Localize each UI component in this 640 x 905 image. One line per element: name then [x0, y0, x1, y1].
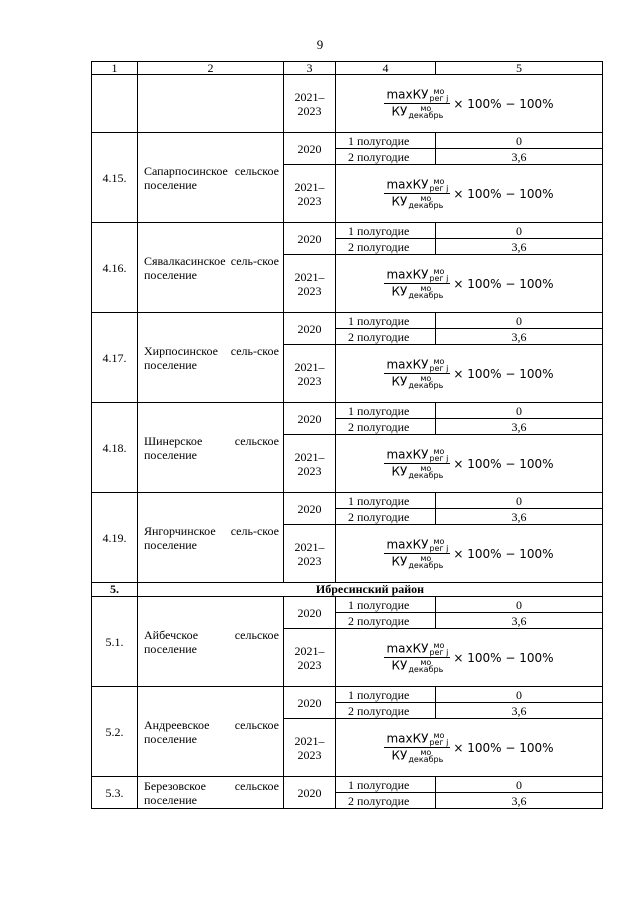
formula: maxКУ мо рег j КУ мо декабрь × 100% − 100% — [386, 267, 554, 301]
period-label: 1 полугодие — [336, 777, 436, 793]
formula-cell — [336, 525, 603, 583]
period-label: 1 полугодие — [336, 687, 436, 703]
settlement-name: Айбечское сельское поселение — [138, 597, 284, 687]
year-range: 2021– 2023 — [284, 719, 336, 777]
row-number: 4.15. — [92, 133, 138, 223]
period-value: 3,6 — [436, 419, 603, 435]
settlement-name: Сявалкасинское сель-ское поселение — [138, 223, 284, 313]
period-label: 2 полугодие — [336, 793, 436, 809]
row-number: 5.3. — [92, 777, 138, 809]
row-number: 4.18. — [92, 403, 138, 493]
table-row — [92, 493, 603, 509]
year: 2020 — [284, 597, 336, 629]
year: 2020 — [284, 223, 336, 255]
year-range: 2021– 2023 — [284, 435, 336, 493]
section-title: Ибресинский район — [138, 583, 603, 597]
column-header: 4 — [336, 62, 436, 75]
year-range: 2021– 2023 — [284, 345, 336, 403]
formula: maxКУ мо рег j КУ мо декабрь × 100% − 100% — [386, 447, 554, 481]
column-header: 2 — [138, 62, 284, 75]
year-range: 2021– 2023 — [284, 75, 336, 133]
period-label: 1 полугодие — [336, 597, 436, 613]
period-value: 3,6 — [436, 239, 603, 255]
table-row — [92, 223, 603, 239]
period-label: 2 полугодие — [336, 509, 436, 525]
year-range: 2021– 2023 — [284, 629, 336, 687]
settlement-name: Хирпосинское сель-ское поселение — [138, 313, 284, 403]
period-value: 3,6 — [436, 613, 603, 629]
formula-cell — [336, 629, 603, 687]
row-number — [92, 75, 138, 133]
period-value: 3,6 — [436, 329, 603, 345]
period-value: 3,6 — [436, 793, 603, 809]
formula-cell — [336, 255, 603, 313]
row-number: 4.19. — [92, 493, 138, 583]
year: 2020 — [284, 313, 336, 345]
formula: maxКУ мо рег j КУ мо декабрь × 100% − 100% — [386, 731, 554, 765]
settlement-name: Березовское сельское поселение — [138, 777, 284, 809]
year: 2020 — [284, 133, 336, 165]
settlement-name — [138, 75, 284, 133]
formula-cell — [336, 75, 603, 133]
table-row — [92, 133, 603, 149]
period-label: 1 полугодие — [336, 223, 436, 239]
period-label: 2 полугодие — [336, 613, 436, 629]
period-value: 0 — [436, 493, 603, 509]
period-value: 3,6 — [436, 149, 603, 165]
section-number: 5. — [92, 583, 138, 597]
period-value: 0 — [436, 313, 603, 329]
year: 2020 — [284, 687, 336, 719]
page-number: 9 — [316, 37, 324, 52]
period-value: 0 — [436, 403, 603, 419]
table-row — [92, 403, 603, 419]
year: 2020 — [284, 777, 336, 809]
formula-cell — [336, 435, 603, 493]
row-number: 5.1. — [92, 597, 138, 687]
settlement-name: Шинерское сельское поселение — [138, 403, 284, 493]
period-label: 1 полугодие — [336, 133, 436, 149]
period-label: 2 полугодие — [336, 239, 436, 255]
row-number: 4.17. — [92, 313, 138, 403]
period-label: 2 полугодие — [336, 703, 436, 719]
formula-cell — [336, 719, 603, 777]
settlement-name: Янгорчинское сель-ское поселение — [138, 493, 284, 583]
formula: maxКУ мо рег j КУ мо декабрь × 100% − 100% — [386, 641, 554, 675]
table-row — [92, 313, 603, 329]
table-row — [92, 687, 603, 703]
year-range: 2021– 2023 — [284, 525, 336, 583]
period-value: 0 — [436, 777, 603, 793]
column-header: 5 — [436, 62, 603, 75]
row-number: 4.16. — [92, 223, 138, 313]
period-value: 3,6 — [436, 703, 603, 719]
formula-cell — [336, 345, 603, 403]
period-value: 0 — [436, 223, 603, 239]
year-range: 2021– 2023 — [284, 255, 336, 313]
period-label: 2 полугодие — [336, 329, 436, 345]
period-label: 1 полугодие — [336, 493, 436, 509]
column-header: 3 — [284, 62, 336, 75]
period-label: 1 полугодие — [336, 403, 436, 419]
period-label: 2 полугодие — [336, 419, 436, 435]
year: 2020 — [284, 403, 336, 435]
table-row — [92, 597, 603, 613]
settlement-name: Сапарпосинское сельское поселение — [138, 133, 284, 223]
column-header: 1 — [92, 62, 138, 75]
tariff-table — [91, 61, 603, 809]
period-label: 1 полугодие — [336, 313, 436, 329]
formula-cell — [336, 165, 603, 223]
table-row — [92, 75, 603, 133]
formula: maxКУ мо рег j КУ мо декабрь × 100% − 100% — [386, 537, 554, 571]
section-row — [92, 583, 603, 597]
period-value: 0 — [436, 597, 603, 613]
settlement-name: Андреевское сельское поселение — [138, 687, 284, 777]
header-row — [92, 62, 603, 75]
formula: maxКУ мо рег j КУ мо декабрь × 100% − 100% — [386, 357, 554, 391]
period-value: 0 — [436, 133, 603, 149]
row-number: 5.2. — [92, 687, 138, 777]
period-value: 3,6 — [436, 509, 603, 525]
period-value: 0 — [436, 687, 603, 703]
formula: maxКУ мо рег j КУ мо декабрь × 100% − 100% — [386, 87, 554, 121]
table-row — [92, 777, 603, 793]
year-range: 2021– 2023 — [284, 165, 336, 223]
year: 2020 — [284, 493, 336, 525]
formula: maxКУ мо рег j КУ мо декабрь × 100% − 100% — [386, 177, 554, 211]
period-label: 2 полугодие — [336, 149, 436, 165]
